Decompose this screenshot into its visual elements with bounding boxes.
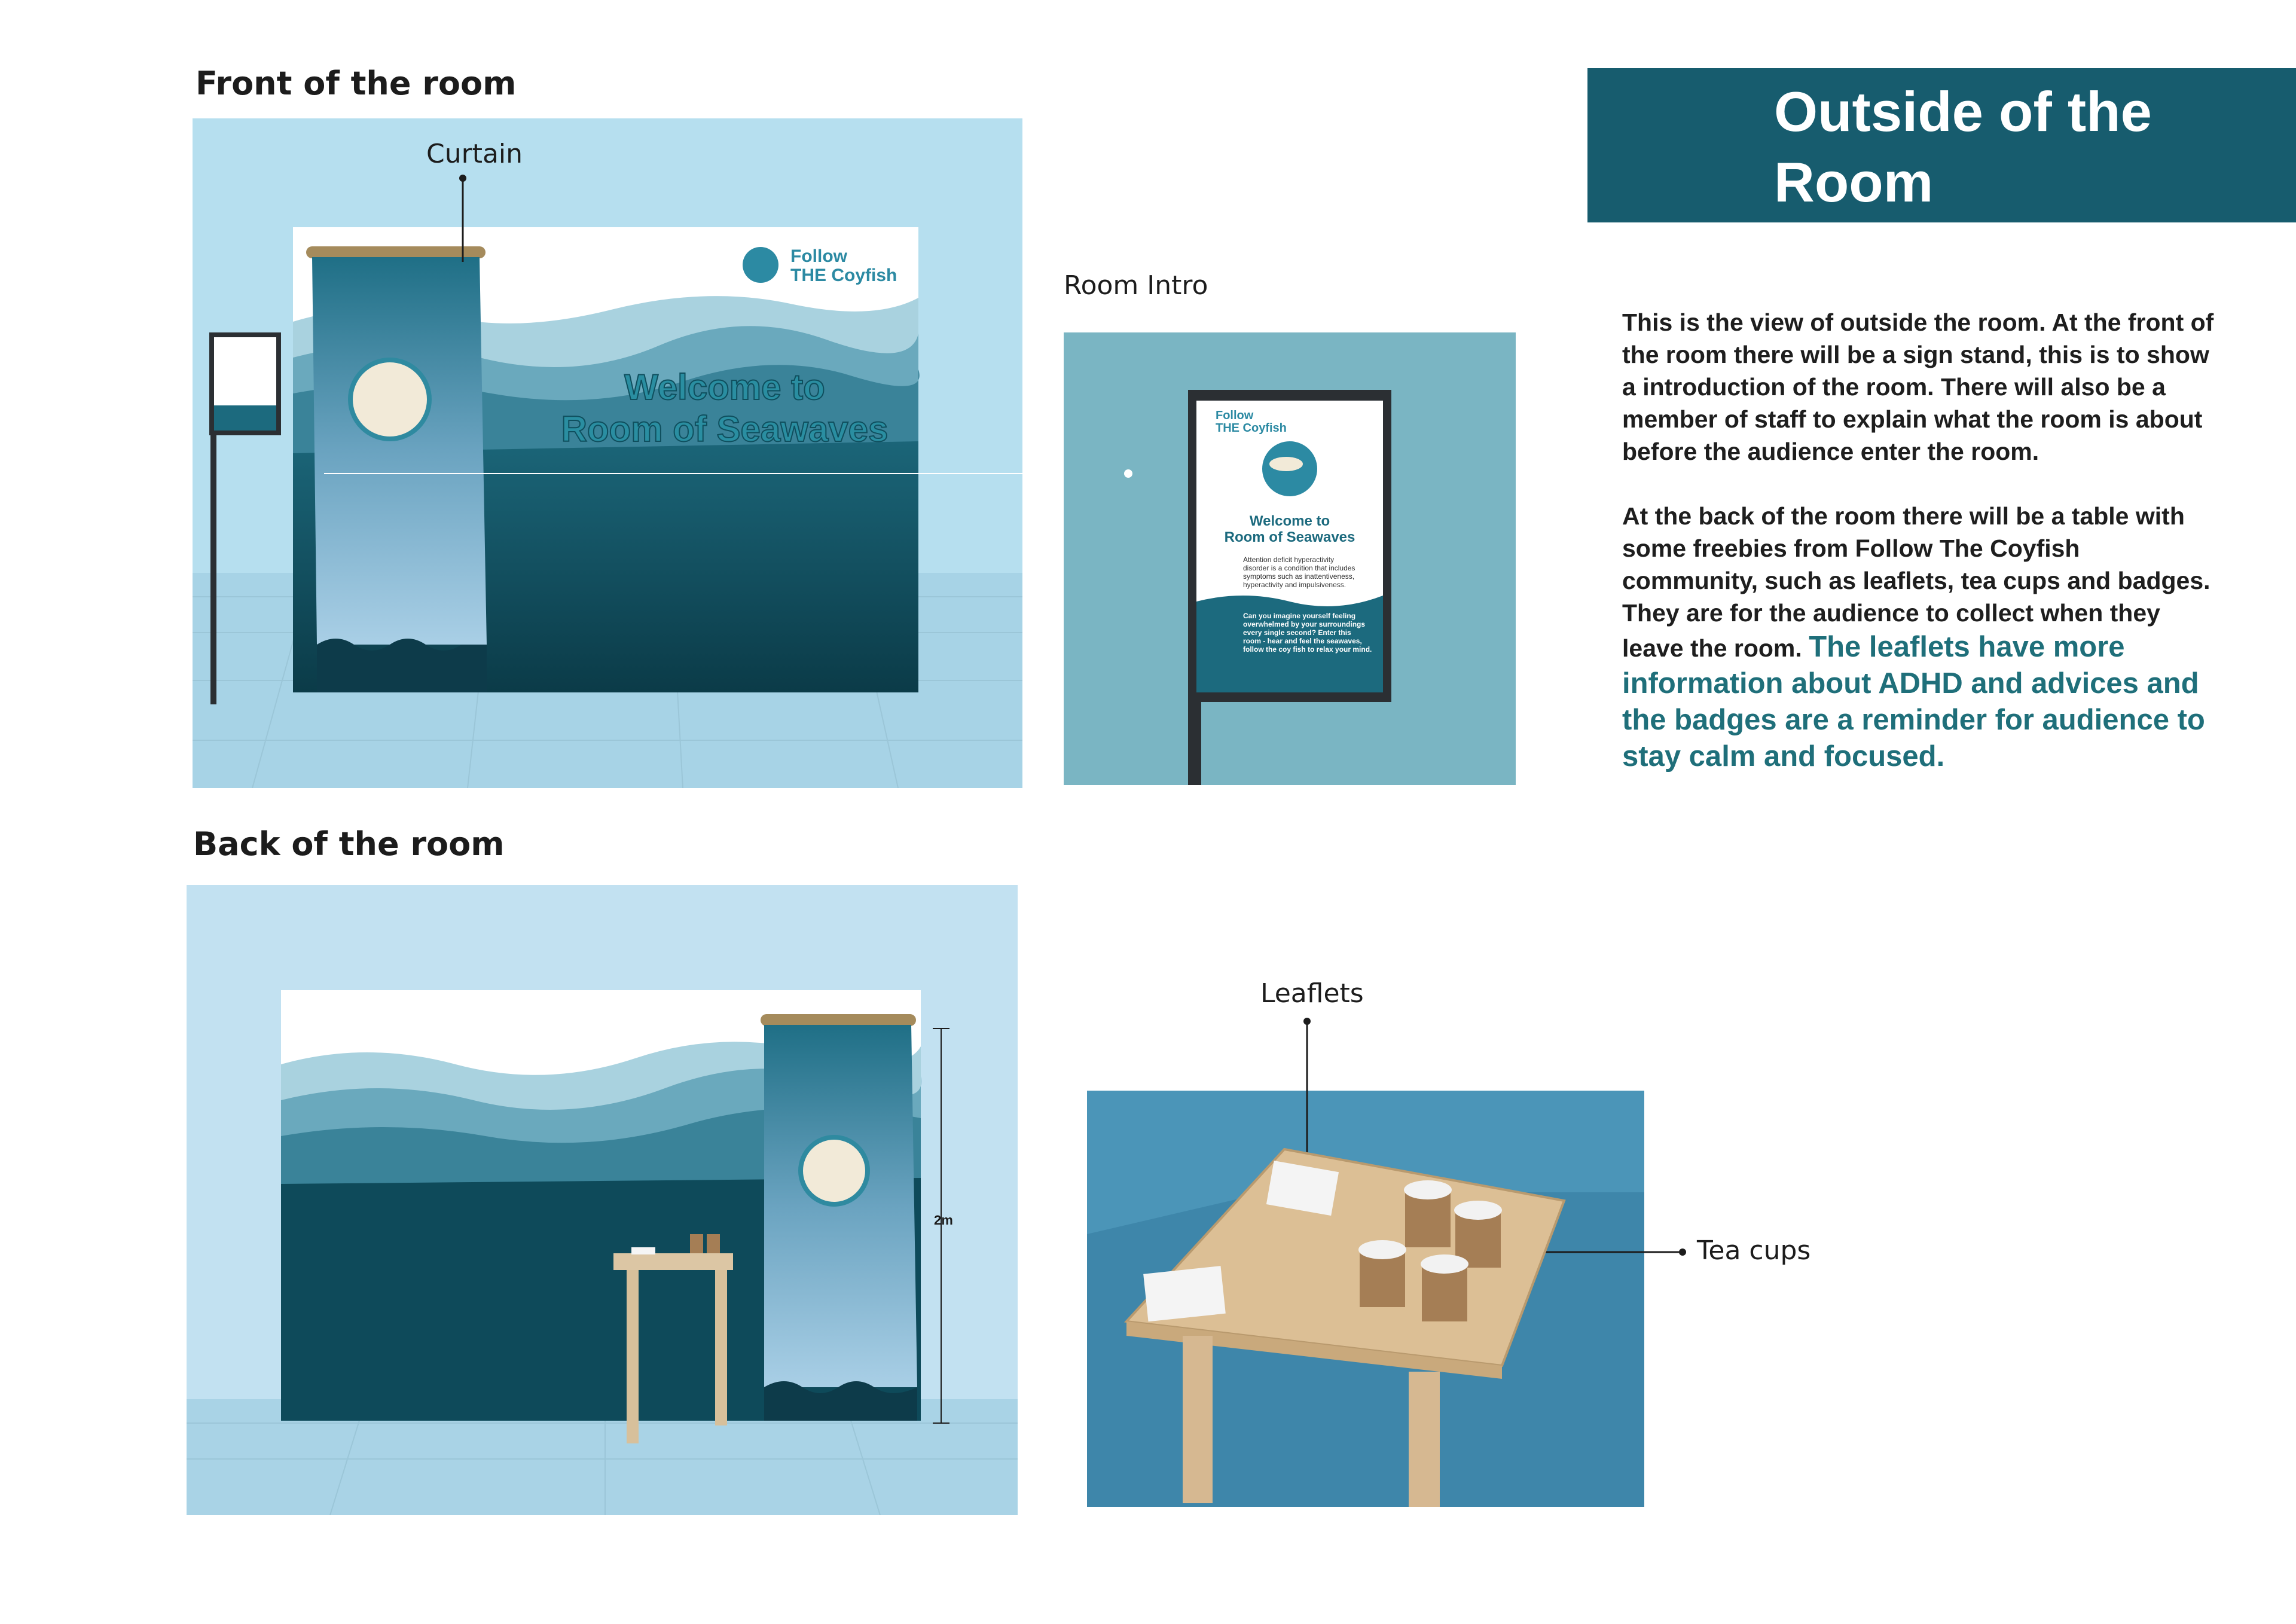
curtain-rod — [306, 246, 486, 258]
sign-brand-line2: THE Coyfish — [1216, 422, 1287, 435]
wall-welcome-line2: Room of Seawaves — [561, 409, 889, 449]
sign-body1-line3: symptoms such as inattentiveness, — [1243, 572, 1355, 581]
sign-body2-line4: room - hear and feel the seawaves, — [1243, 637, 1362, 645]
sign-body1-line2: disorder is a condition that includes — [1243, 564, 1355, 572]
wall-welcome-line1: Welcome to — [624, 367, 825, 407]
tea-cups-label: Tea cups — [1697, 1235, 1811, 1266]
description-text — [1622, 306, 2220, 807]
description-paragraph-2 — [1622, 500, 2220, 775]
front-room-render — [193, 118, 1022, 788]
sign-body2-line5: follow the coy fish to relax your mind. — [1243, 645, 1372, 654]
sign-fish-icon — [1269, 457, 1303, 471]
description-paragraph-2-text: At the back of the room there will be a table with some freebies from Follow The Coyfish community, such as leaflets, tea cups and badges. They are for the audience to collect when they leave the room. — [1622, 502, 2210, 662]
tea-cup-1-lid — [1404, 1180, 1452, 1199]
curtain-label: Curtain — [426, 139, 523, 169]
back-table-cup-1 — [690, 1234, 703, 1253]
sign-brand-line1: Follow — [1216, 409, 1254, 422]
back-room-render — [187, 885, 1018, 1515]
tea-cup-4-lid — [1421, 1254, 1468, 1274]
wall-brand-line2: THE Coyfish — [790, 265, 897, 285]
height-marker-label: 2m — [934, 1213, 953, 1228]
sign-welcome-line2: Room of Seawaves — [1224, 529, 1355, 545]
sign-body2-line1: Can you imagine yourself feeling — [1243, 612, 1356, 620]
back-table-leaflets — [631, 1247, 655, 1254]
tea-cups-pointer-dot — [1679, 1248, 1686, 1256]
front-of-room-heading: Front of the room — [196, 65, 517, 102]
wall-brand-line1: Follow — [790, 246, 847, 266]
sign-body2-line3: every single second? Enter this — [1243, 628, 1351, 637]
sign-body1-line1: Attention deficit hyperactivity — [1243, 555, 1335, 564]
sign-body2-line2: overwhelmed by your surroundings — [1243, 620, 1366, 628]
room-intro-render — [1064, 332, 1516, 785]
tea-cup-3-lid — [1358, 1240, 1406, 1259]
back-curtain-rod — [761, 1014, 916, 1026]
room-intro-connector-dot — [1124, 469, 1132, 478]
leaflets-pointer-dot — [1303, 1018, 1311, 1025]
page-title-banner — [1587, 68, 2296, 222]
back-curtain — [764, 1025, 917, 1387]
back-table-leg-right — [715, 1270, 727, 1425]
closeup-table-leg-left — [1183, 1336, 1213, 1503]
back-table-top — [613, 1253, 733, 1270]
back-table-leg-left — [627, 1270, 639, 1443]
curtain-base — [317, 639, 487, 692]
room-intro-label: Room Intro — [1064, 270, 1208, 301]
tea-cup-2-lid — [1454, 1201, 1502, 1220]
description-paragraph-1: This is the view of outside the room. At the front of the room there will be a sign stand, this is to show a introduction of the room. There will also be a member of staff to explain what the room is about before the audience enter the room. — [1622, 309, 2214, 465]
page-title-line2: Room — [1774, 151, 1934, 213]
sign-welcome-line1: Welcome to — [1249, 513, 1330, 529]
description-highlight: The leaflets have more information about ADHD and advices and the badges are a reminder for audience to stay calm and focused. — [1622, 631, 2205, 773]
closeup-table-leg-right — [1409, 1372, 1440, 1507]
back-of-room-heading: Back of the room — [193, 825, 505, 863]
closeup-leaflets-stack-2 — [1143, 1266, 1226, 1321]
table-closeup-render — [1087, 1013, 1697, 1507]
back-table-cup-2 — [707, 1234, 720, 1253]
curtain-fish-emblem-icon — [350, 360, 429, 439]
back-curtain-fish-emblem-icon — [801, 1137, 868, 1204]
curtain-pointer-dot — [459, 175, 466, 182]
leaflets-label: Leaflets — [1260, 978, 1364, 1009]
page-title — [1774, 77, 2152, 218]
page-title-line1: Outside of the — [1774, 80, 2152, 143]
sign-stand-poster-footer — [214, 405, 276, 431]
wall-logo-icon — [743, 247, 778, 283]
sign-body1-line4: hyperactivity and impulsiveness. — [1243, 581, 1347, 589]
curtain — [312, 257, 487, 645]
